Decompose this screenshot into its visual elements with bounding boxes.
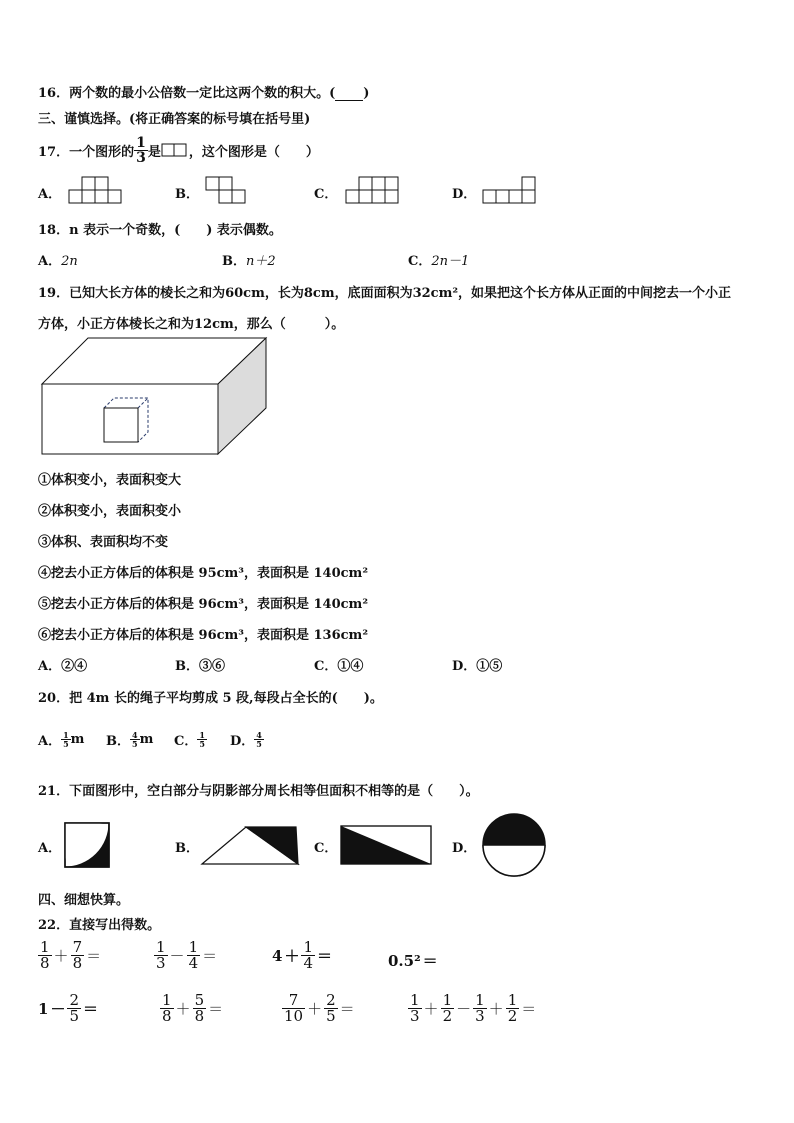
q22-expr-8: $\frac{1}{3}$ ＋ $\frac{1}{2}$ － $\frac{1}{3}$ ＋ $\frac{1}{2}$ ＝: [410, 991, 537, 1025]
q17-option-a-label[interactable]: A．: [38, 187, 62, 202]
q19-option-d[interactable]: D．①⑤: [452, 659, 503, 674]
section-3-title: 三、谨慎选择。(将正确答案的标号填在括号里): [38, 112, 311, 127]
q19-statement-2: ②体积变小，表面积变小: [38, 504, 182, 519]
q21-option-d-figure[interactable]: [476, 812, 552, 878]
q22-expr-3: 4 ＋ $\frac{1}{4}$ ＝: [272, 938, 333, 972]
q22-expr-2: $\frac{1}{3}$ － $\frac{1}{4}$ ＝: [156, 938, 218, 972]
two-squares-figure: [161, 143, 189, 157]
cuboid-with-cube-removed-figure: [38, 336, 270, 460]
q17-option-d-label[interactable]: D．: [452, 187, 477, 202]
question-16-close: ): [363, 86, 370, 101]
q21-option-b-figure[interactable]: [200, 824, 300, 866]
q17-option-d-figure[interactable]: [482, 176, 542, 206]
q17-option-b-figure[interactable]: [205, 176, 255, 206]
q20-option-c[interactable]: C． $\frac{1}{5}$: [174, 730, 205, 749]
q22-expr-7: $\frac{7}{10}$ ＋ $\frac{2}{5}$ ＝: [284, 991, 355, 1025]
q22-expr-1: $\frac{1}{8}$ ＋ $\frac{7}{8}$ ＝: [40, 938, 102, 972]
q19-option-b[interactable]: B．③⑥: [175, 659, 226, 674]
q17-option-b-label[interactable]: B．: [175, 187, 199, 202]
q18-option-a[interactable]: A．2n: [38, 254, 78, 269]
question-17-suffix: ，这个图形是（ ）: [188, 144, 319, 160]
q17-option-a-figure[interactable]: [68, 176, 128, 206]
q22-expr-5: 1 － $\frac{2}{5}$ ＝: [38, 991, 99, 1025]
q21-option-c-figure[interactable]: [340, 824, 432, 866]
question-18-stem: 18．n 表示一个奇数，( ) 表示偶数。: [38, 223, 282, 238]
q17-option-c-label[interactable]: C．: [314, 187, 338, 202]
q21-option-a-figure[interactable]: [64, 822, 110, 868]
q21-option-c-label[interactable]: C．: [314, 841, 338, 856]
question-17-mid: 是: [147, 144, 161, 160]
q18-option-c[interactable]: C．2n－1: [408, 254, 470, 269]
question-19-line1: 19．已知大长方体的棱长之和为60cm，长为8cm，底面面积为32cm²，如果把这个长方体从正面的中间挖去一个小正: [38, 286, 732, 301]
q19-statement-3: ③体积、表面积均不变: [38, 535, 169, 550]
question-22-stem: 22．直接写出得数。: [38, 918, 161, 933]
q19-option-c[interactable]: C．①④: [314, 659, 364, 674]
answer-blank[interactable]: [335, 88, 363, 101]
q20-option-a[interactable]: A． $\frac{1}{5}$ m: [38, 730, 85, 749]
q19-statement-4: ④挖去小正方体后的体积是 95cm³，表面积是 140cm²: [38, 566, 369, 581]
q19-statement-6: ⑥挖去小正方体后的体积是 96cm³，表面积是 136cm²: [38, 628, 369, 643]
question-17-prefix: 17．一个图形的: [38, 144, 135, 160]
q19-statement-5: ⑤挖去小正方体后的体积是 96cm³，表面积是 140cm²: [38, 597, 369, 612]
q22-expr-6: $\frac{1}{8}$ ＋ $\frac{5}{8}$ ＝: [162, 991, 224, 1025]
q22-expr-4: 0.5² ＝: [388, 951, 438, 970]
q19-statement-1: ①体积变小，表面积变大: [38, 473, 182, 488]
fraction-one-third: $\frac{1}{3}$: [136, 134, 146, 166]
question-20-stem: 20．把 4m 长的绳子平均剪成 5 段,每段占全长的( )。: [38, 691, 383, 706]
q20-option-d[interactable]: D． $\frac{4}{5}$: [230, 730, 262, 749]
question-17-stem: [38, 134, 319, 166]
question-16-text: 16．两个数的最小公倍数一定比这两个数的积大。(: [38, 86, 336, 101]
q21-option-a-label[interactable]: A．: [38, 841, 62, 856]
question-21-stem: 21．下面图形中，空白部分与阴影部分周长相等但面积不相等的是（ ）。: [38, 784, 479, 799]
q20-option-b[interactable]: B． $\frac{4}{5}$ m: [106, 730, 154, 749]
q21-option-b-label[interactable]: B．: [175, 841, 199, 856]
q17-option-c-figure[interactable]: [345, 176, 405, 206]
q19-option-a[interactable]: A．②④: [38, 659, 88, 674]
question-19-line2: 方体，小正方体棱长之和为12cm，那么（ ）。: [38, 317, 345, 332]
question-16: [38, 82, 369, 101]
q18-option-b[interactable]: B．n＋2: [222, 254, 276, 269]
section-4-title: 四、细想快算。: [38, 893, 130, 908]
q21-option-d-label[interactable]: D．: [452, 841, 477, 856]
